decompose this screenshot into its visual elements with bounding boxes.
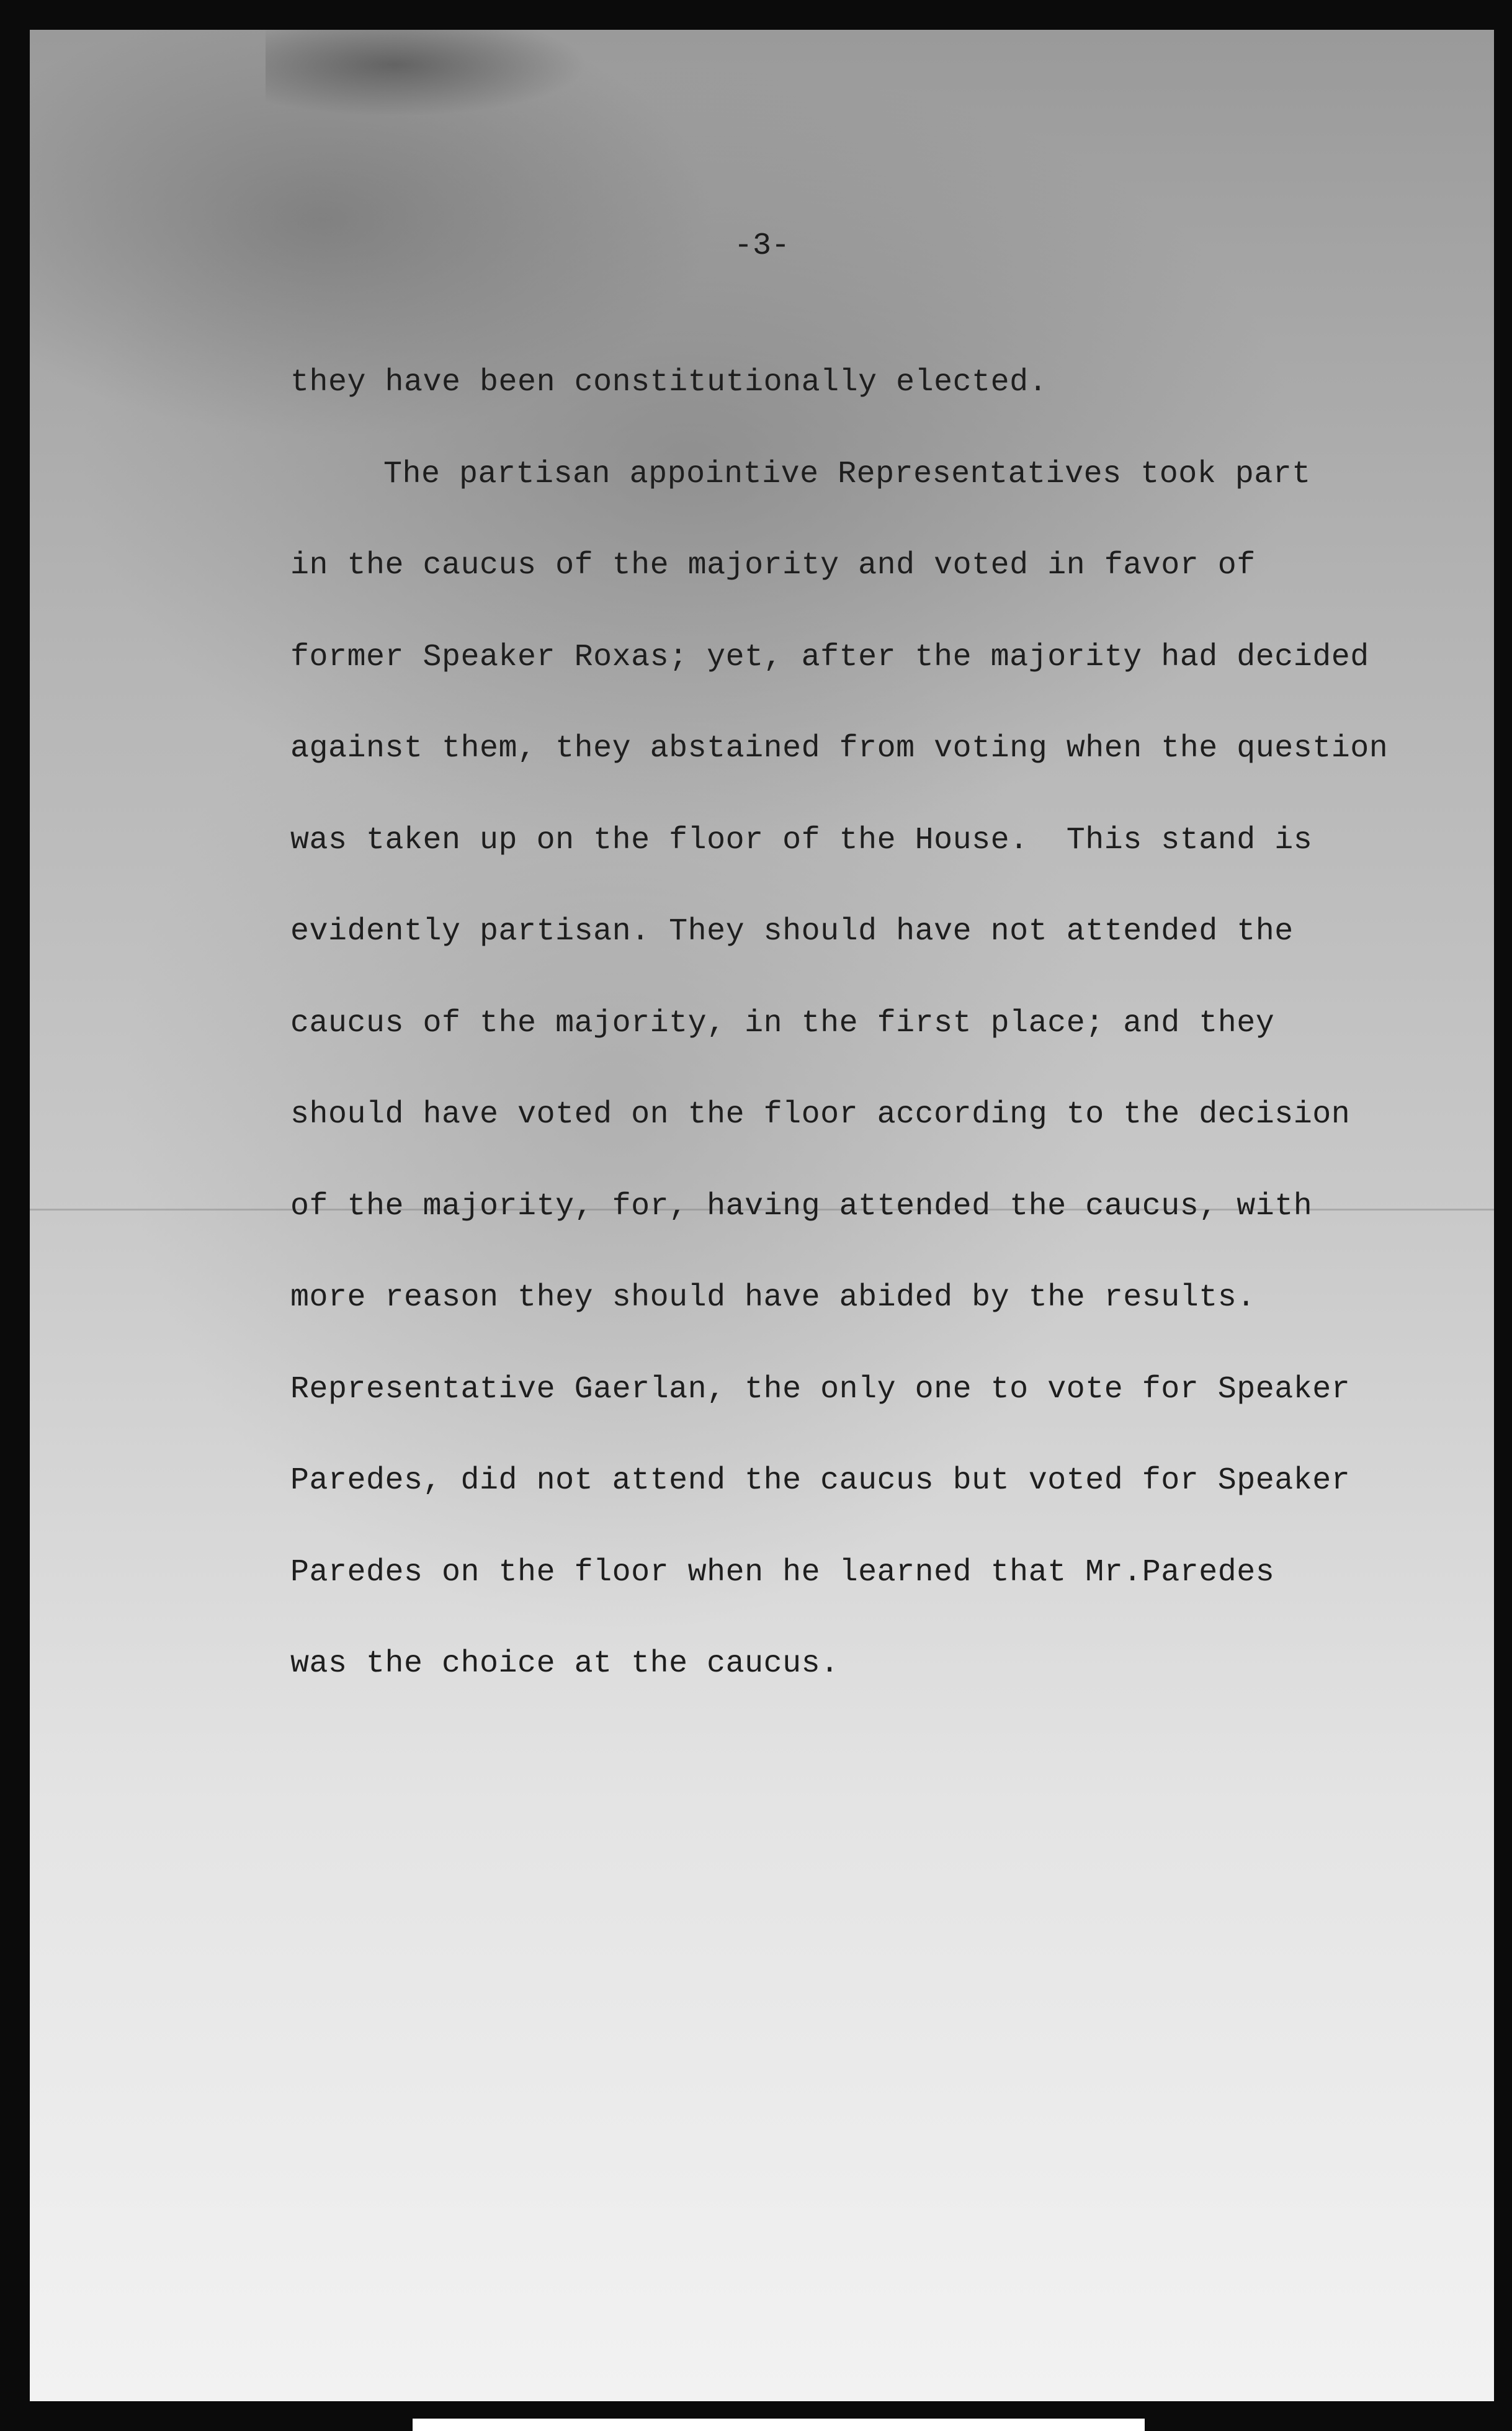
text-line-5: against them, they abstained from voting when the question — [290, 731, 1389, 766]
text-line-2: The partisan appointive Representatives took part — [383, 456, 1311, 492]
text-line-3: in the caucus of the majority and voted in favor of — [290, 548, 1256, 583]
text-line-12: Representative Gaerlan, the only one to vote for Speaker — [290, 1371, 1351, 1407]
text-line-9: should have voted on the floor according to the decision — [290, 1097, 1351, 1132]
scan-edge-strip — [413, 2419, 1145, 2431]
text-line-13: Paredes, did not attend the caucus but voted for Speaker — [290, 1463, 1351, 1498]
page-number: -3- — [733, 228, 790, 264]
text-line-7: evidently partisan. They should have not attended the — [290, 914, 1294, 949]
text-line-10: of the majority, for, having attended the caucus, with — [290, 1188, 1313, 1224]
text-line-8: caucus of the majority, in the first place; and they — [290, 1005, 1275, 1041]
text-line-15: was the choice at the caucus. — [290, 1646, 839, 1681]
body-text — [290, 337, 1457, 1710]
document-page — [30, 30, 1494, 2401]
text-line-14: Paredes on the floor when he learned that Mr.Paredes — [290, 1554, 1275, 1590]
text-line-11: more reason they should have abided by the results. — [290, 1280, 1256, 1315]
smudge-mark — [266, 30, 588, 117]
text-line-4: former Speaker Roxas; yet, after the majority had decided — [290, 639, 1369, 675]
text-line-1: they have been constitutionally elected. — [290, 365, 1048, 400]
text-line-6: was taken up on the floor of the House. This stand is — [290, 822, 1313, 858]
